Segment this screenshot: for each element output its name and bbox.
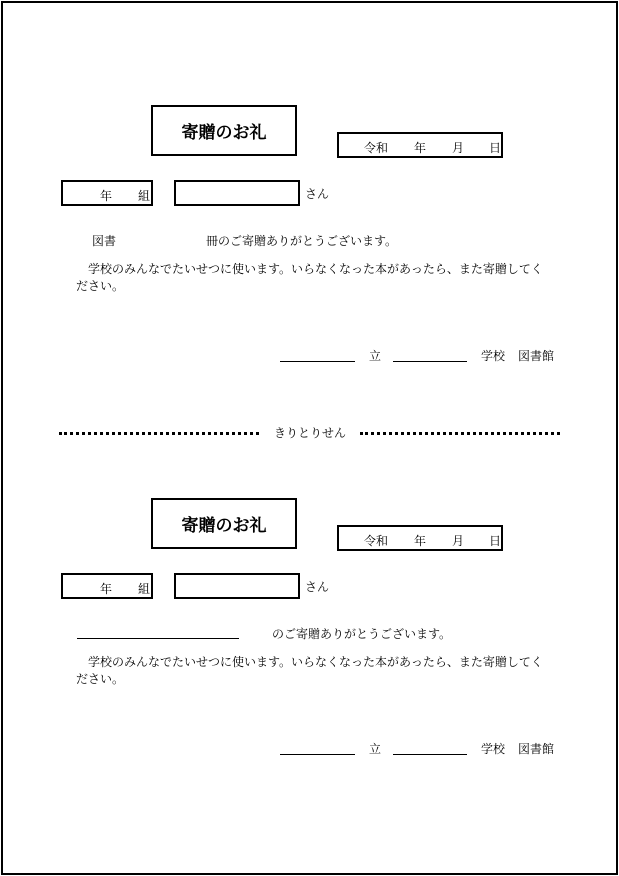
ritsu-label: 立 <box>369 349 382 363</box>
date-field[interactable] <box>337 132 503 158</box>
school-label: 学校 <box>481 742 506 756</box>
honorific-label: さん <box>305 580 330 594</box>
ritsu-label: 立 <box>369 742 382 756</box>
date-era-label: 令和 <box>364 534 389 548</box>
name-field[interactable] <box>174 573 300 599</box>
name-field[interactable] <box>174 180 300 206</box>
cut-line-label: きりとりせん <box>274 426 347 440</box>
class-field[interactable] <box>61 573 153 599</box>
date-day-label: 日 <box>489 141 502 155</box>
class-field[interactable] <box>61 180 153 206</box>
honorific-label: さん <box>305 187 330 201</box>
message-paragraph: 学校のみんなでたいせつに使います。いらなくなった本があったら、また寄贈してください。 <box>76 262 543 293</box>
date-field[interactable] <box>337 525 503 551</box>
date-era-label: 令和 <box>364 141 389 155</box>
book-prefix-label: 図書 <box>92 234 117 248</box>
book-title-blank-line[interactable] <box>77 638 239 639</box>
group-label: 組 <box>138 582 151 596</box>
thanks-text: 冊のご寄贈ありがとうございます。 <box>206 234 398 248</box>
date-year-label: 年 <box>414 141 427 155</box>
library-label: 図書館 <box>518 742 555 756</box>
group-label: 組 <box>138 189 151 203</box>
cut-line-left <box>59 432 259 435</box>
school-name-blank-line[interactable] <box>393 754 467 755</box>
date-month-label: 月 <box>452 141 465 155</box>
slip-title: 寄贈のお礼 <box>151 105 297 156</box>
grade-label: 年 <box>100 189 113 203</box>
library-label: 図書館 <box>518 349 555 363</box>
cut-line-right <box>360 432 560 435</box>
grade-label: 年 <box>100 582 113 596</box>
school-name-blank-line[interactable] <box>393 361 467 362</box>
prefecture-blank-line[interactable] <box>280 754 355 755</box>
date-year-label: 年 <box>414 534 427 548</box>
thanks-text: のご寄贈ありがとうございます。 <box>272 627 452 641</box>
message-paragraph: 学校のみんなでたいせつに使います。いらなくなった本があったら、また寄贈してください。 <box>76 655 543 686</box>
slip-title: 寄贈のお礼 <box>151 498 297 549</box>
date-day-label: 日 <box>489 534 502 548</box>
date-month-label: 月 <box>452 534 465 548</box>
school-label: 学校 <box>481 349 506 363</box>
prefecture-blank-line[interactable] <box>280 361 355 362</box>
